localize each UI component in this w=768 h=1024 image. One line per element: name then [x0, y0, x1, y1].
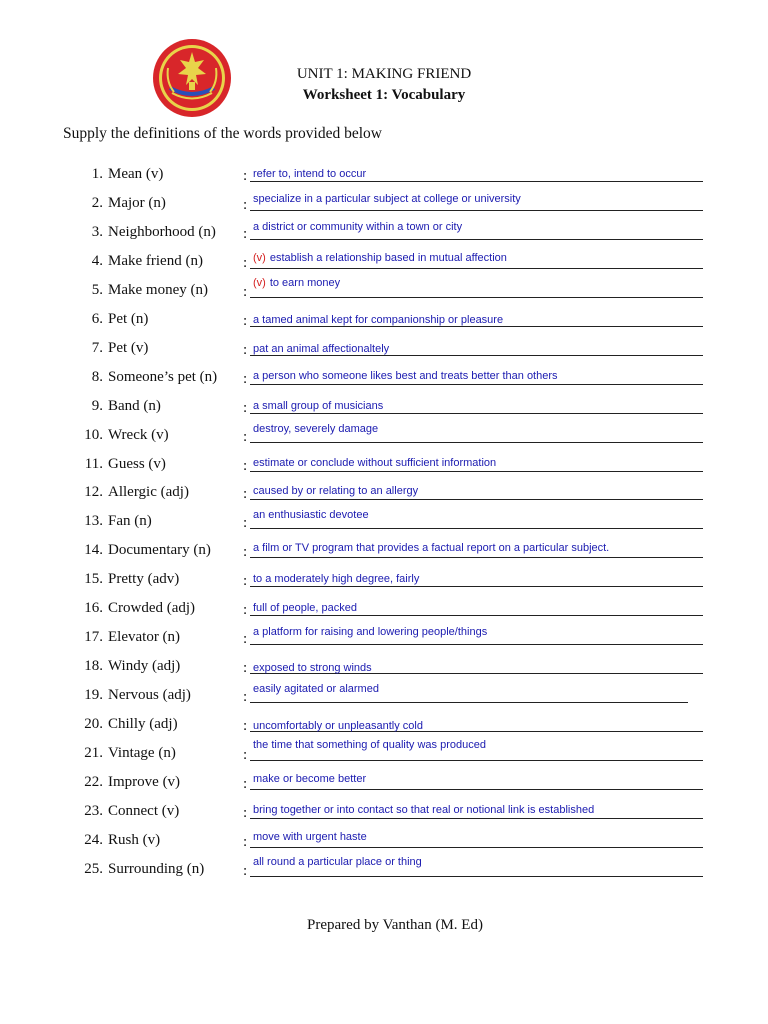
- definition-text: pat an animal affectionaltely: [253, 342, 390, 355]
- prepared-by-credit: Prepared by Vanthan (M. Ed): [307, 917, 483, 933]
- answer-line[interactable]: [250, 702, 688, 703]
- definition-text: an enthusiastic devotee: [253, 509, 369, 522]
- part-of-speech-correction: (v): [253, 276, 266, 289]
- colon-separator: :: [243, 747, 248, 763]
- item-number: 14.: [84, 542, 103, 559]
- vocabulary-row: [0, 509, 768, 535]
- answer-line[interactable]: [250, 239, 703, 240]
- definition-answer: [253, 626, 487, 638]
- definition-text: caused by or relating to an allergy: [253, 485, 419, 498]
- item-number: 13.: [84, 513, 103, 530]
- instruction-text: Supply the definitions of the words provided below: [63, 125, 382, 142]
- colon-separator: :: [243, 312, 248, 329]
- colon-separator: :: [243, 804, 248, 821]
- vocabulary-row: [0, 191, 768, 217]
- colon-separator: :: [243, 399, 248, 416]
- item-number: 2.: [91, 194, 103, 211]
- vocabulary-row: [0, 712, 768, 738]
- vocabulary-row: [0, 741, 768, 767]
- item-number: 23.: [84, 802, 103, 819]
- item-number: 15.: [84, 571, 103, 588]
- answer-line[interactable]: [250, 210, 703, 211]
- vocabulary-word: Crowded (adj): [108, 600, 196, 617]
- colon-separator: :: [243, 168, 248, 184]
- definition-answer: [253, 804, 594, 816]
- item-number: 19.: [84, 687, 103, 704]
- vocabulary-word: Elevator (n): [108, 629, 181, 646]
- vocabulary-row: [0, 394, 768, 420]
- colon-separator: :: [243, 370, 248, 387]
- definition-text: destroy, severely damage: [253, 422, 379, 435]
- item-number: 12.: [84, 484, 103, 501]
- definition-answer: [253, 856, 422, 868]
- definition-text: bring together or into contact so that real or notional link is established: [253, 803, 595, 816]
- vocabulary-word: Wreck (v): [108, 426, 169, 443]
- definition-text: uncomfortably or unpleasantly cold: [253, 720, 423, 733]
- answer-line[interactable]: [250, 384, 703, 385]
- definition-answer: [253, 193, 521, 205]
- definition-text: to a moderately high degree, fairly: [253, 573, 420, 586]
- definition-text: all round a particular place or thing: [253, 855, 422, 868]
- vocabulary-row: [0, 336, 768, 362]
- colon-separator: :: [243, 428, 248, 445]
- colon-separator: :: [243, 515, 248, 532]
- vocabulary-word: Documentary (n): [108, 542, 211, 559]
- vocabulary-word: Vintage (n): [108, 745, 176, 761]
- item-number: 17.: [84, 629, 103, 646]
- colon-separator: :: [243, 196, 248, 213]
- definition-answer: [253, 314, 503, 326]
- vocabulary-row: [0, 799, 768, 825]
- answer-line[interactable]: [250, 644, 703, 645]
- vocabulary-word: Make friend (n): [108, 252, 203, 269]
- definition-answer: [253, 485, 418, 497]
- item-number: 22.: [84, 773, 103, 790]
- answer-line[interactable]: [250, 789, 703, 790]
- vocabulary-word: Nervous (adj): [108, 687, 191, 704]
- definition-text: establish a relationship based in mutual affection: [269, 251, 507, 264]
- definition-text: full of people, packed: [253, 602, 357, 615]
- vocabulary-word: Allergic (adj): [108, 484, 189, 501]
- vocabulary-word: Band (n): [108, 397, 161, 414]
- answer-line[interactable]: [250, 181, 703, 182]
- answer-line[interactable]: [250, 355, 703, 356]
- item-number: 25.: [84, 860, 103, 877]
- item-number: 10.: [84, 426, 103, 443]
- vocabulary-row: [0, 683, 768, 709]
- definition-answer: [253, 252, 507, 264]
- definition-text: easily agitated or alarmed: [253, 683, 379, 696]
- definition-answer: [253, 168, 366, 180]
- colon-separator: :: [243, 341, 248, 358]
- vocabulary-row: [0, 567, 768, 593]
- item-number: 6.: [91, 310, 103, 327]
- colon-separator: :: [243, 718, 248, 735]
- answer-line[interactable]: [250, 268, 703, 269]
- colon-separator: :: [243, 225, 248, 242]
- definition-answer: [253, 343, 389, 355]
- vocabulary-word: Pet (n): [108, 310, 149, 327]
- definition-text: to earn money: [269, 276, 341, 289]
- answer-line[interactable]: [250, 528, 703, 529]
- definition-text: a district or community within a town or city: [253, 220, 463, 233]
- vocabulary-row: [0, 307, 768, 333]
- definition-answer: [253, 509, 369, 521]
- item-number: 21.: [84, 745, 103, 761]
- colon-separator: :: [243, 862, 248, 879]
- definition-answer: [253, 773, 366, 785]
- colon-separator: :: [243, 775, 248, 792]
- vocabulary-row: [0, 452, 768, 478]
- definition-answer: [253, 370, 558, 382]
- vocabulary-row: [0, 278, 768, 304]
- vocabulary-word: Rush (v): [108, 831, 161, 848]
- vocabulary-word: Surrounding (n): [108, 860, 205, 877]
- definition-answer: [253, 277, 340, 289]
- answer-line[interactable]: [250, 586, 703, 587]
- item-number: 24.: [84, 831, 103, 848]
- vocabulary-word: Windy (adj): [108, 658, 181, 675]
- part-of-speech-correction: (v): [253, 251, 266, 264]
- vocabulary-row: [0, 828, 768, 854]
- vocabulary-word: Someone’s pet (n): [108, 368, 218, 385]
- item-number: 11.: [84, 455, 103, 472]
- vocabulary-row: [0, 480, 768, 506]
- vocabulary-row: [0, 365, 768, 391]
- colon-separator: :: [243, 660, 248, 677]
- definition-answer: [253, 400, 383, 412]
- definition-text: exposed to strong winds: [253, 662, 372, 675]
- vocabulary-row: [0, 249, 768, 275]
- definition-text: estimate or conclude without sufficient information: [253, 456, 497, 469]
- item-number: 1.: [91, 166, 103, 182]
- vocabulary-word: Pet (v): [108, 339, 149, 356]
- definition-answer: [253, 602, 357, 614]
- colon-separator: :: [243, 457, 248, 474]
- definition-text: make or become better: [253, 772, 367, 785]
- answer-line[interactable]: [250, 297, 703, 298]
- definition-text: a platform for raising and lowering people/things: [253, 626, 488, 639]
- vocabulary-row: [0, 770, 768, 796]
- vocabulary-word: Fan (n): [108, 513, 152, 530]
- definition-text: a film or TV program that provides a factual report on a particular subject.: [253, 542, 610, 555]
- item-number: 4.: [91, 252, 103, 269]
- vocabulary-row: [0, 625, 768, 651]
- item-number: 5.: [91, 281, 103, 298]
- answer-line[interactable]: [250, 442, 703, 443]
- answer-line[interactable]: [250, 818, 703, 819]
- definition-text: a tamed animal kept for companionship or pleasure: [253, 313, 504, 326]
- definition-answer: [253, 831, 367, 843]
- definition-text: refer to, intend to occur: [253, 168, 367, 180]
- definition-answer: [253, 457, 496, 469]
- colon-separator: :: [243, 631, 248, 648]
- answer-line[interactable]: [250, 760, 703, 761]
- item-number: 3.: [91, 223, 103, 240]
- colon-separator: :: [243, 689, 248, 706]
- answer-line[interactable]: [250, 499, 703, 500]
- answer-line[interactable]: [250, 557, 703, 558]
- colon-separator: :: [243, 573, 248, 590]
- item-number: 7.: [91, 339, 103, 356]
- definition-answer: [253, 221, 462, 233]
- item-number: 16.: [84, 600, 103, 617]
- vocabulary-word: Guess (v): [108, 455, 166, 472]
- vocabulary-word: Chilly (adj): [108, 716, 178, 733]
- vocabulary-row: [0, 596, 768, 622]
- colon-separator: :: [243, 833, 248, 850]
- vocabulary-word: Mean (v): [108, 166, 164, 182]
- definition-answer: [253, 720, 423, 732]
- colon-separator: :: [243, 254, 248, 271]
- definition-answer: [253, 683, 379, 695]
- definition-text: a small group of musicians: [253, 399, 384, 412]
- item-number: 8.: [91, 368, 103, 385]
- worksheet-subtitle: Worksheet 1: Vocabulary: [302, 87, 466, 103]
- colon-separator: :: [243, 283, 248, 300]
- vocabulary-row: [0, 162, 768, 188]
- definition-answer: [253, 573, 419, 585]
- answer-line[interactable]: [250, 847, 703, 848]
- definition-text: the time that something of quality was produced: [253, 739, 486, 751]
- vocabulary-row: [0, 857, 768, 883]
- worksheet-unit-title: UNIT 1: MAKING FRIEND: [296, 66, 472, 82]
- colon-separator: :: [243, 544, 248, 561]
- colon-separator: :: [243, 602, 248, 619]
- vocabulary-word: Pretty (adv): [108, 571, 180, 588]
- definition-answer: [253, 542, 609, 554]
- vocabulary-word: Major (n): [108, 194, 166, 211]
- answer-line[interactable]: [250, 471, 703, 472]
- vocabulary-row: [0, 654, 768, 680]
- answer-line[interactable]: [250, 876, 703, 877]
- vocabulary-word: Make money (n): [108, 281, 208, 298]
- definition-text: a person who someone likes best and treats better than others: [253, 369, 558, 382]
- definition-answer: [253, 423, 378, 435]
- vocabulary-word: Neighborhood (n): [108, 223, 216, 240]
- definition-text: move with urgent haste: [253, 830, 367, 843]
- vocabulary-row: [0, 423, 768, 449]
- definition-answer: [253, 662, 372, 674]
- item-number: 20.: [84, 716, 103, 733]
- item-number: 9.: [91, 397, 103, 414]
- vocabulary-word: Connect (v): [108, 802, 180, 819]
- answer-line[interactable]: [250, 615, 703, 616]
- definition-text: specialize in a particular subject at college or university: [253, 192, 521, 205]
- vocabulary-word: Improve (v): [108, 773, 181, 790]
- answer-line[interactable]: [250, 413, 703, 414]
- definition-answer: [253, 739, 486, 751]
- vocabulary-row: [0, 538, 768, 564]
- colon-separator: :: [243, 486, 248, 503]
- answer-line[interactable]: [250, 326, 703, 327]
- vocabulary-row: [0, 220, 768, 246]
- item-number: 18.: [84, 658, 103, 675]
